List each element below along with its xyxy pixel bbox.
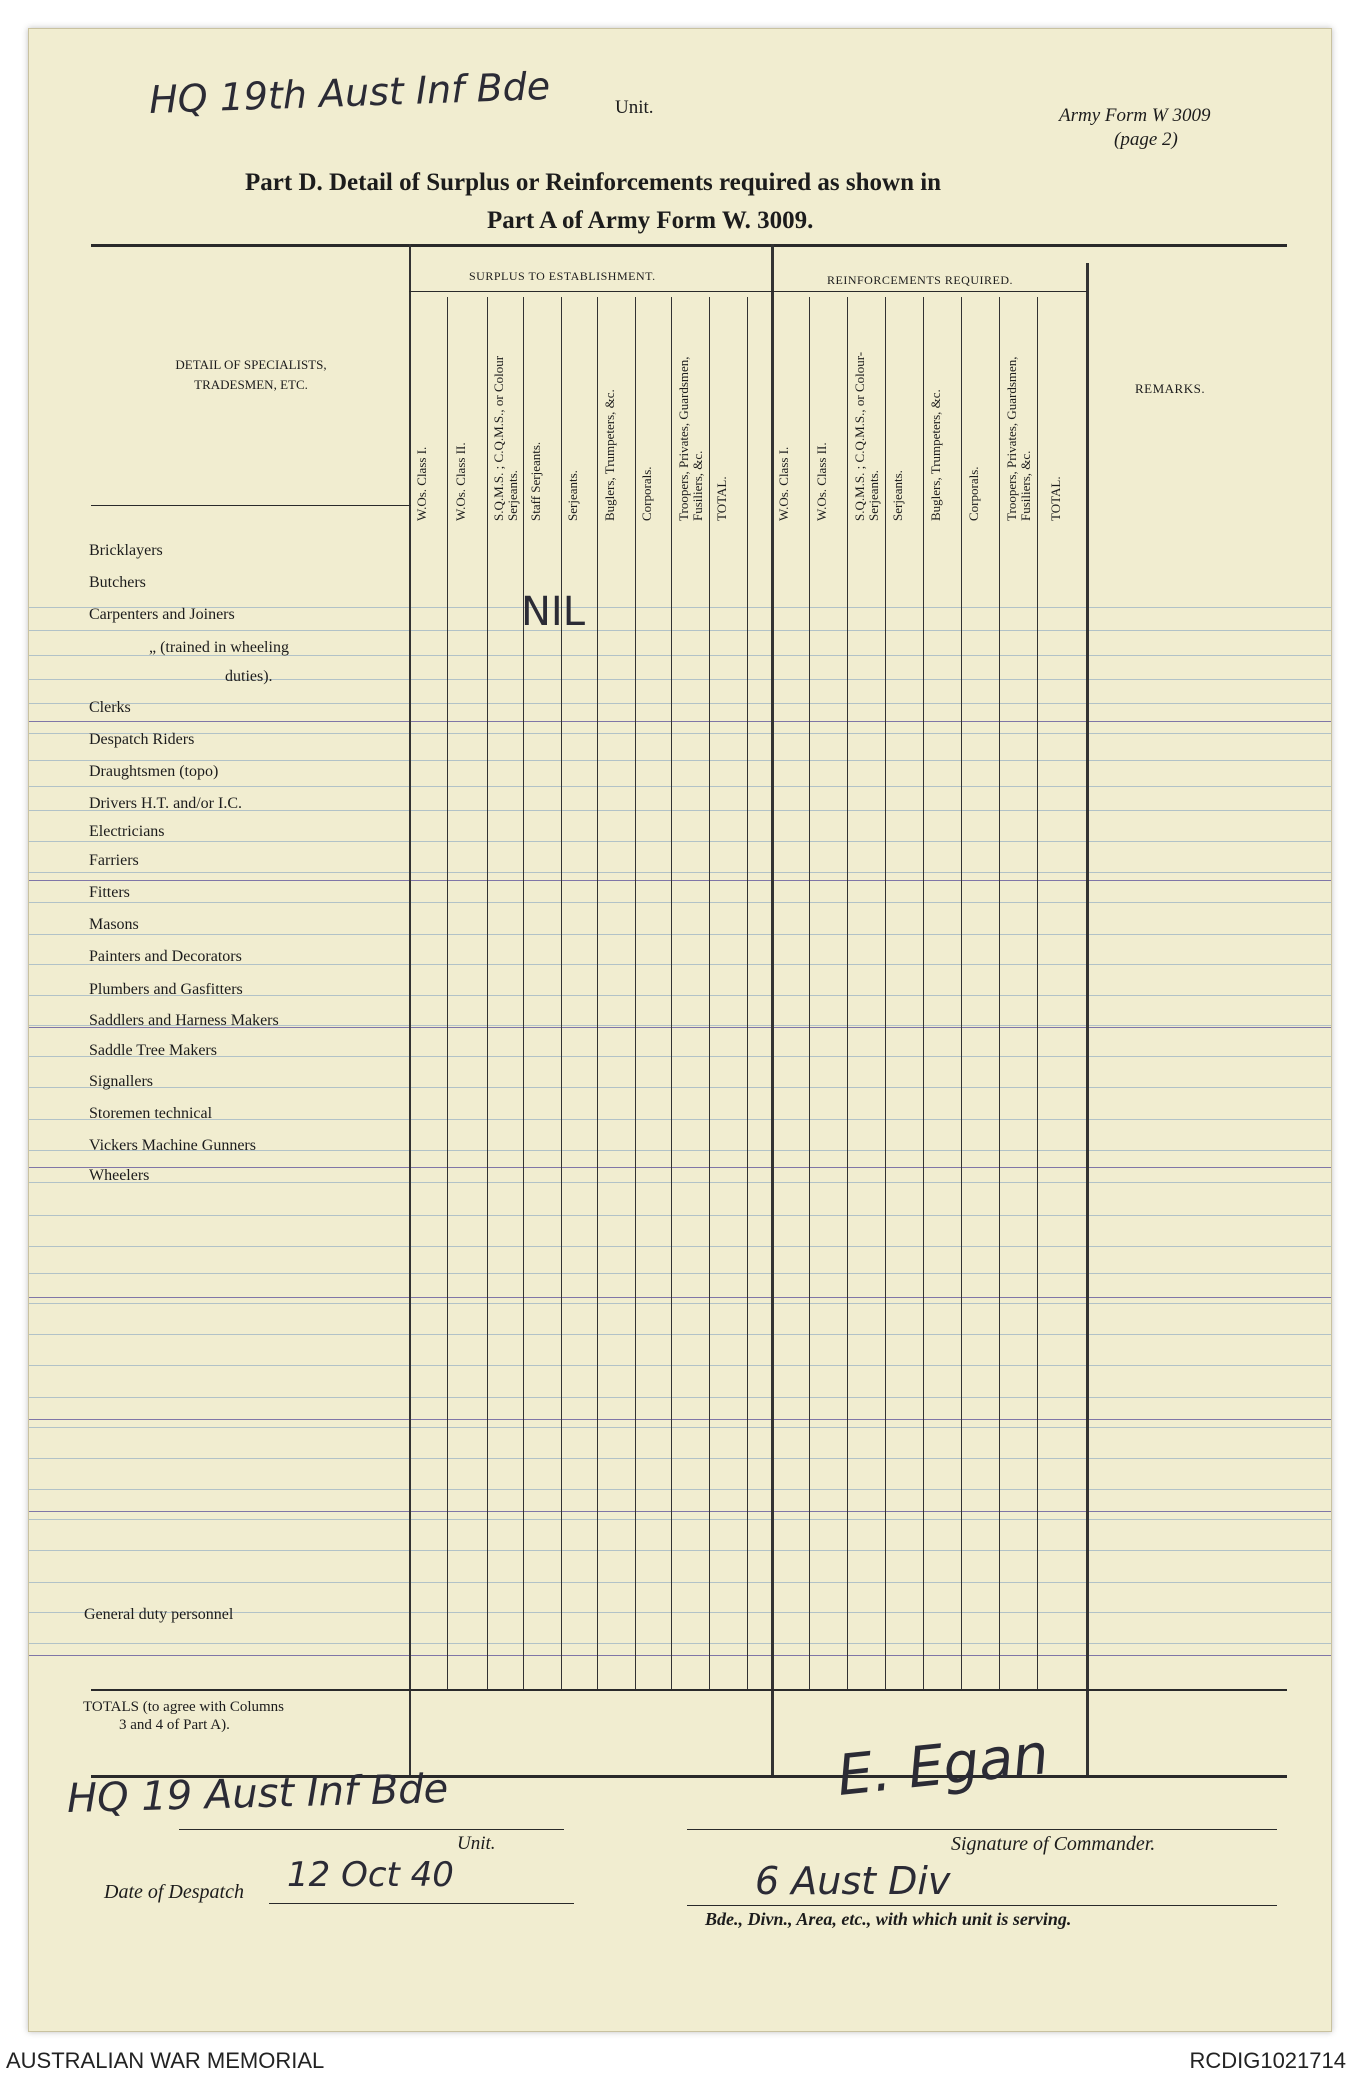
form-page-number: (page 2) bbox=[1114, 129, 1178, 150]
trade-row-label: Drivers H.T. and/or I.C. bbox=[89, 795, 242, 812]
reinforcement-column-header: W.Os. Class I. bbox=[776, 446, 791, 521]
bde-handwritten: 6 Aust Div bbox=[755, 1859, 951, 1903]
paper-rule-line bbox=[29, 721, 1331, 722]
paper-rule-line bbox=[29, 880, 1331, 881]
reinforcement-column-header: Corporals. bbox=[966, 466, 981, 521]
column-line bbox=[597, 297, 598, 1689]
surplus-column-header: Buglers, Trumpeters, &c. bbox=[602, 389, 617, 521]
trade-row-label: Storemen technical bbox=[89, 1105, 213, 1122]
paper-rule-line bbox=[29, 703, 1331, 704]
paper-rule-line bbox=[29, 1550, 1331, 1551]
trade-row-label: Vickers Machine Gunners bbox=[89, 1137, 256, 1154]
trade-row-label: Plumbers and Gasfitters bbox=[89, 981, 243, 998]
column-line bbox=[635, 297, 636, 1689]
paper-rule-line bbox=[29, 1215, 1331, 1216]
column-line bbox=[523, 297, 524, 1689]
reinforcement-column-header: Troopers, Privates, Guardsmen, Fusiliers, &c. bbox=[1004, 356, 1033, 521]
paper-rule-line bbox=[29, 1427, 1331, 1428]
trade-row-label: Saddle Tree Makers bbox=[89, 1042, 217, 1059]
paper-rule-line bbox=[29, 630, 1331, 631]
totals-label-line1: TOTALS (to agree with Columns bbox=[83, 1699, 284, 1715]
column-line bbox=[923, 297, 924, 1689]
trade-row-label: Despatch Riders bbox=[89, 731, 195, 748]
paper-rule-line bbox=[29, 1087, 1331, 1088]
column-line bbox=[809, 297, 810, 1689]
header-bottom-rule bbox=[91, 505, 411, 506]
paper-rule-line bbox=[29, 786, 1331, 787]
form-page bbox=[28, 28, 1332, 2032]
surplus-column-header: S.Q.M.S. ; C.Q.M.S., or Colour Serjeants. bbox=[491, 355, 520, 521]
paper-rule-line bbox=[29, 1419, 1331, 1420]
column-line bbox=[747, 297, 748, 1689]
paper-rule-line bbox=[29, 1458, 1331, 1459]
totals-top-rule bbox=[91, 1689, 1287, 1691]
paper-rule-line bbox=[29, 760, 1331, 761]
caption-left: AUSTRALIAN WAR MEMORIAL bbox=[6, 2048, 325, 2073]
column-line bbox=[447, 297, 448, 1689]
column-line bbox=[709, 297, 710, 1689]
detail-header: DETAIL OF SPECIALISTS, TRADESMEN, ETC. bbox=[175, 357, 327, 392]
surplus-column-header: W.Os. Class I. bbox=[414, 446, 429, 521]
surplus-column-header: Corporals. bbox=[639, 466, 654, 521]
paper-rule-line bbox=[29, 1273, 1331, 1274]
table-top-rule bbox=[91, 244, 1287, 247]
paper-rule-line bbox=[29, 934, 1331, 935]
column-line bbox=[999, 297, 1000, 1689]
remarks-header: REMARKS. bbox=[1135, 381, 1206, 396]
paper-rule-line bbox=[29, 1397, 1331, 1398]
paper-rule-line bbox=[29, 1167, 1331, 1168]
group-header-rule bbox=[409, 291, 1087, 292]
surplus-column-header: Staff Serjeants. bbox=[528, 441, 543, 521]
trade-row-label: Painters and Decorators bbox=[89, 948, 242, 965]
reinforcements-header: REINFORCEMENTS REQUIRED. bbox=[827, 273, 1014, 287]
trade-row-label: Butchers bbox=[89, 574, 146, 591]
footer-unit-label: Unit. bbox=[457, 1833, 496, 1854]
reinforcement-column-header: W.Os. Class II. bbox=[814, 442, 829, 521]
footer-unit-handwritten: HQ 19 Aust Inf Bde bbox=[66, 1766, 449, 1822]
trade-row-label: Electricians bbox=[89, 823, 165, 840]
bde-line bbox=[687, 1905, 1277, 1906]
paper-rule-line bbox=[29, 1489, 1331, 1490]
totals-label-line2: 3 and 4 of Part A). bbox=[119, 1717, 230, 1733]
trade-row-label: Bricklayers bbox=[89, 542, 163, 559]
detail-column-divider bbox=[409, 244, 411, 1776]
column-line bbox=[671, 297, 672, 1689]
column-line bbox=[561, 297, 562, 1689]
form-title-line1: Part D. Detail of Surplus or Reinforcements required as shown in bbox=[245, 169, 942, 196]
surplus-header: SURPLUS TO ESTABLISHMENT. bbox=[469, 269, 656, 283]
form-name: Army Form W 3009 bbox=[1059, 105, 1211, 126]
paper-rule-line bbox=[29, 1297, 1331, 1298]
bde-label: Bde., Divn., Area, etc., with which unit is serving. bbox=[705, 1909, 1072, 1929]
paper-rule-line bbox=[29, 1182, 1331, 1183]
trade-row-label: duties). bbox=[225, 668, 273, 685]
paper-rule-line bbox=[29, 1519, 1331, 1520]
paper-rule-line bbox=[29, 1582, 1331, 1583]
surplus-column-header: Serjeants. bbox=[565, 470, 580, 521]
paper-rule-line bbox=[29, 1303, 1331, 1304]
caption-right: RCDIG1021714 bbox=[1189, 2048, 1346, 2073]
date-label: Date of Despatch bbox=[104, 1881, 244, 1903]
form-title-line2: Part A of Army Form W. 3009. bbox=[487, 207, 814, 234]
trade-row-label: Masons bbox=[89, 916, 139, 933]
general-duty-label: General duty personnel bbox=[84, 1606, 234, 1623]
trade-row-label: „ (trained in wheeling bbox=[149, 639, 289, 656]
trade-row-label: Signallers bbox=[89, 1073, 153, 1090]
signature-handwritten: E. Egan bbox=[834, 1722, 1052, 1809]
paper-rule-line bbox=[29, 733, 1331, 734]
date-handwritten: 12 Oct 40 bbox=[287, 1855, 454, 1895]
surplus-column-header: TOTAL. bbox=[714, 476, 729, 521]
paper-rule-line bbox=[29, 872, 1331, 873]
date-line bbox=[269, 1903, 574, 1904]
trade-row-label: Farriers bbox=[89, 852, 139, 869]
paper-rule-line bbox=[29, 902, 1331, 903]
paper-rule-line bbox=[29, 1655, 1331, 1656]
reinforcement-column-header: TOTAL. bbox=[1047, 476, 1063, 521]
column-line bbox=[1037, 297, 1038, 1689]
paper-rule-line bbox=[29, 1511, 1331, 1512]
reinforcement-column-header: Serjeants. bbox=[890, 470, 905, 521]
footer-unit-line bbox=[179, 1829, 564, 1830]
paper-rule-line bbox=[29, 1119, 1331, 1120]
column-line bbox=[847, 297, 848, 1689]
signature-line bbox=[687, 1829, 1277, 1830]
signature-label: Signature of Commander. bbox=[951, 1833, 1156, 1855]
column-line bbox=[961, 297, 962, 1689]
paper-rule-line bbox=[29, 1056, 1331, 1057]
surplus-column-header: W.Os. Class II. bbox=[453, 442, 468, 521]
paper-rule-line bbox=[29, 1334, 1331, 1335]
paper-rule-line bbox=[29, 841, 1331, 842]
trade-row-label: Saddlers and Harness Makers bbox=[89, 1012, 279, 1029]
trade-row-label: Draughtsmen (topo) bbox=[89, 763, 219, 780]
reinforcement-column-header: Buglers, Trumpeters, &c. bbox=[928, 389, 943, 521]
trade-row-label: Fitters bbox=[89, 884, 130, 901]
paper-rule-line bbox=[29, 1246, 1331, 1247]
unit-handwritten: HQ 19th Aust Inf Bde bbox=[148, 64, 551, 122]
trade-row-label: Clerks bbox=[89, 699, 131, 716]
reinforcement-column-header: S.Q.M.S. ; C.Q.M.S., or Colour-Serjeants. bbox=[852, 351, 881, 521]
column-line bbox=[885, 297, 886, 1689]
nil-entry: NIL bbox=[521, 589, 586, 635]
paper-rule-line bbox=[29, 1643, 1331, 1644]
unit-label: Unit. bbox=[615, 97, 654, 118]
trade-row-label: Carpenters and Joiners bbox=[89, 606, 235, 623]
trade-row-label: Wheelers bbox=[89, 1167, 150, 1184]
paper-rule-line bbox=[29, 1365, 1331, 1366]
surplus-column-header: Troopers, Privates, Guardsmen, Fusiliers, &c. bbox=[676, 356, 705, 521]
surplus-reinforcement-divider bbox=[771, 244, 774, 1776]
